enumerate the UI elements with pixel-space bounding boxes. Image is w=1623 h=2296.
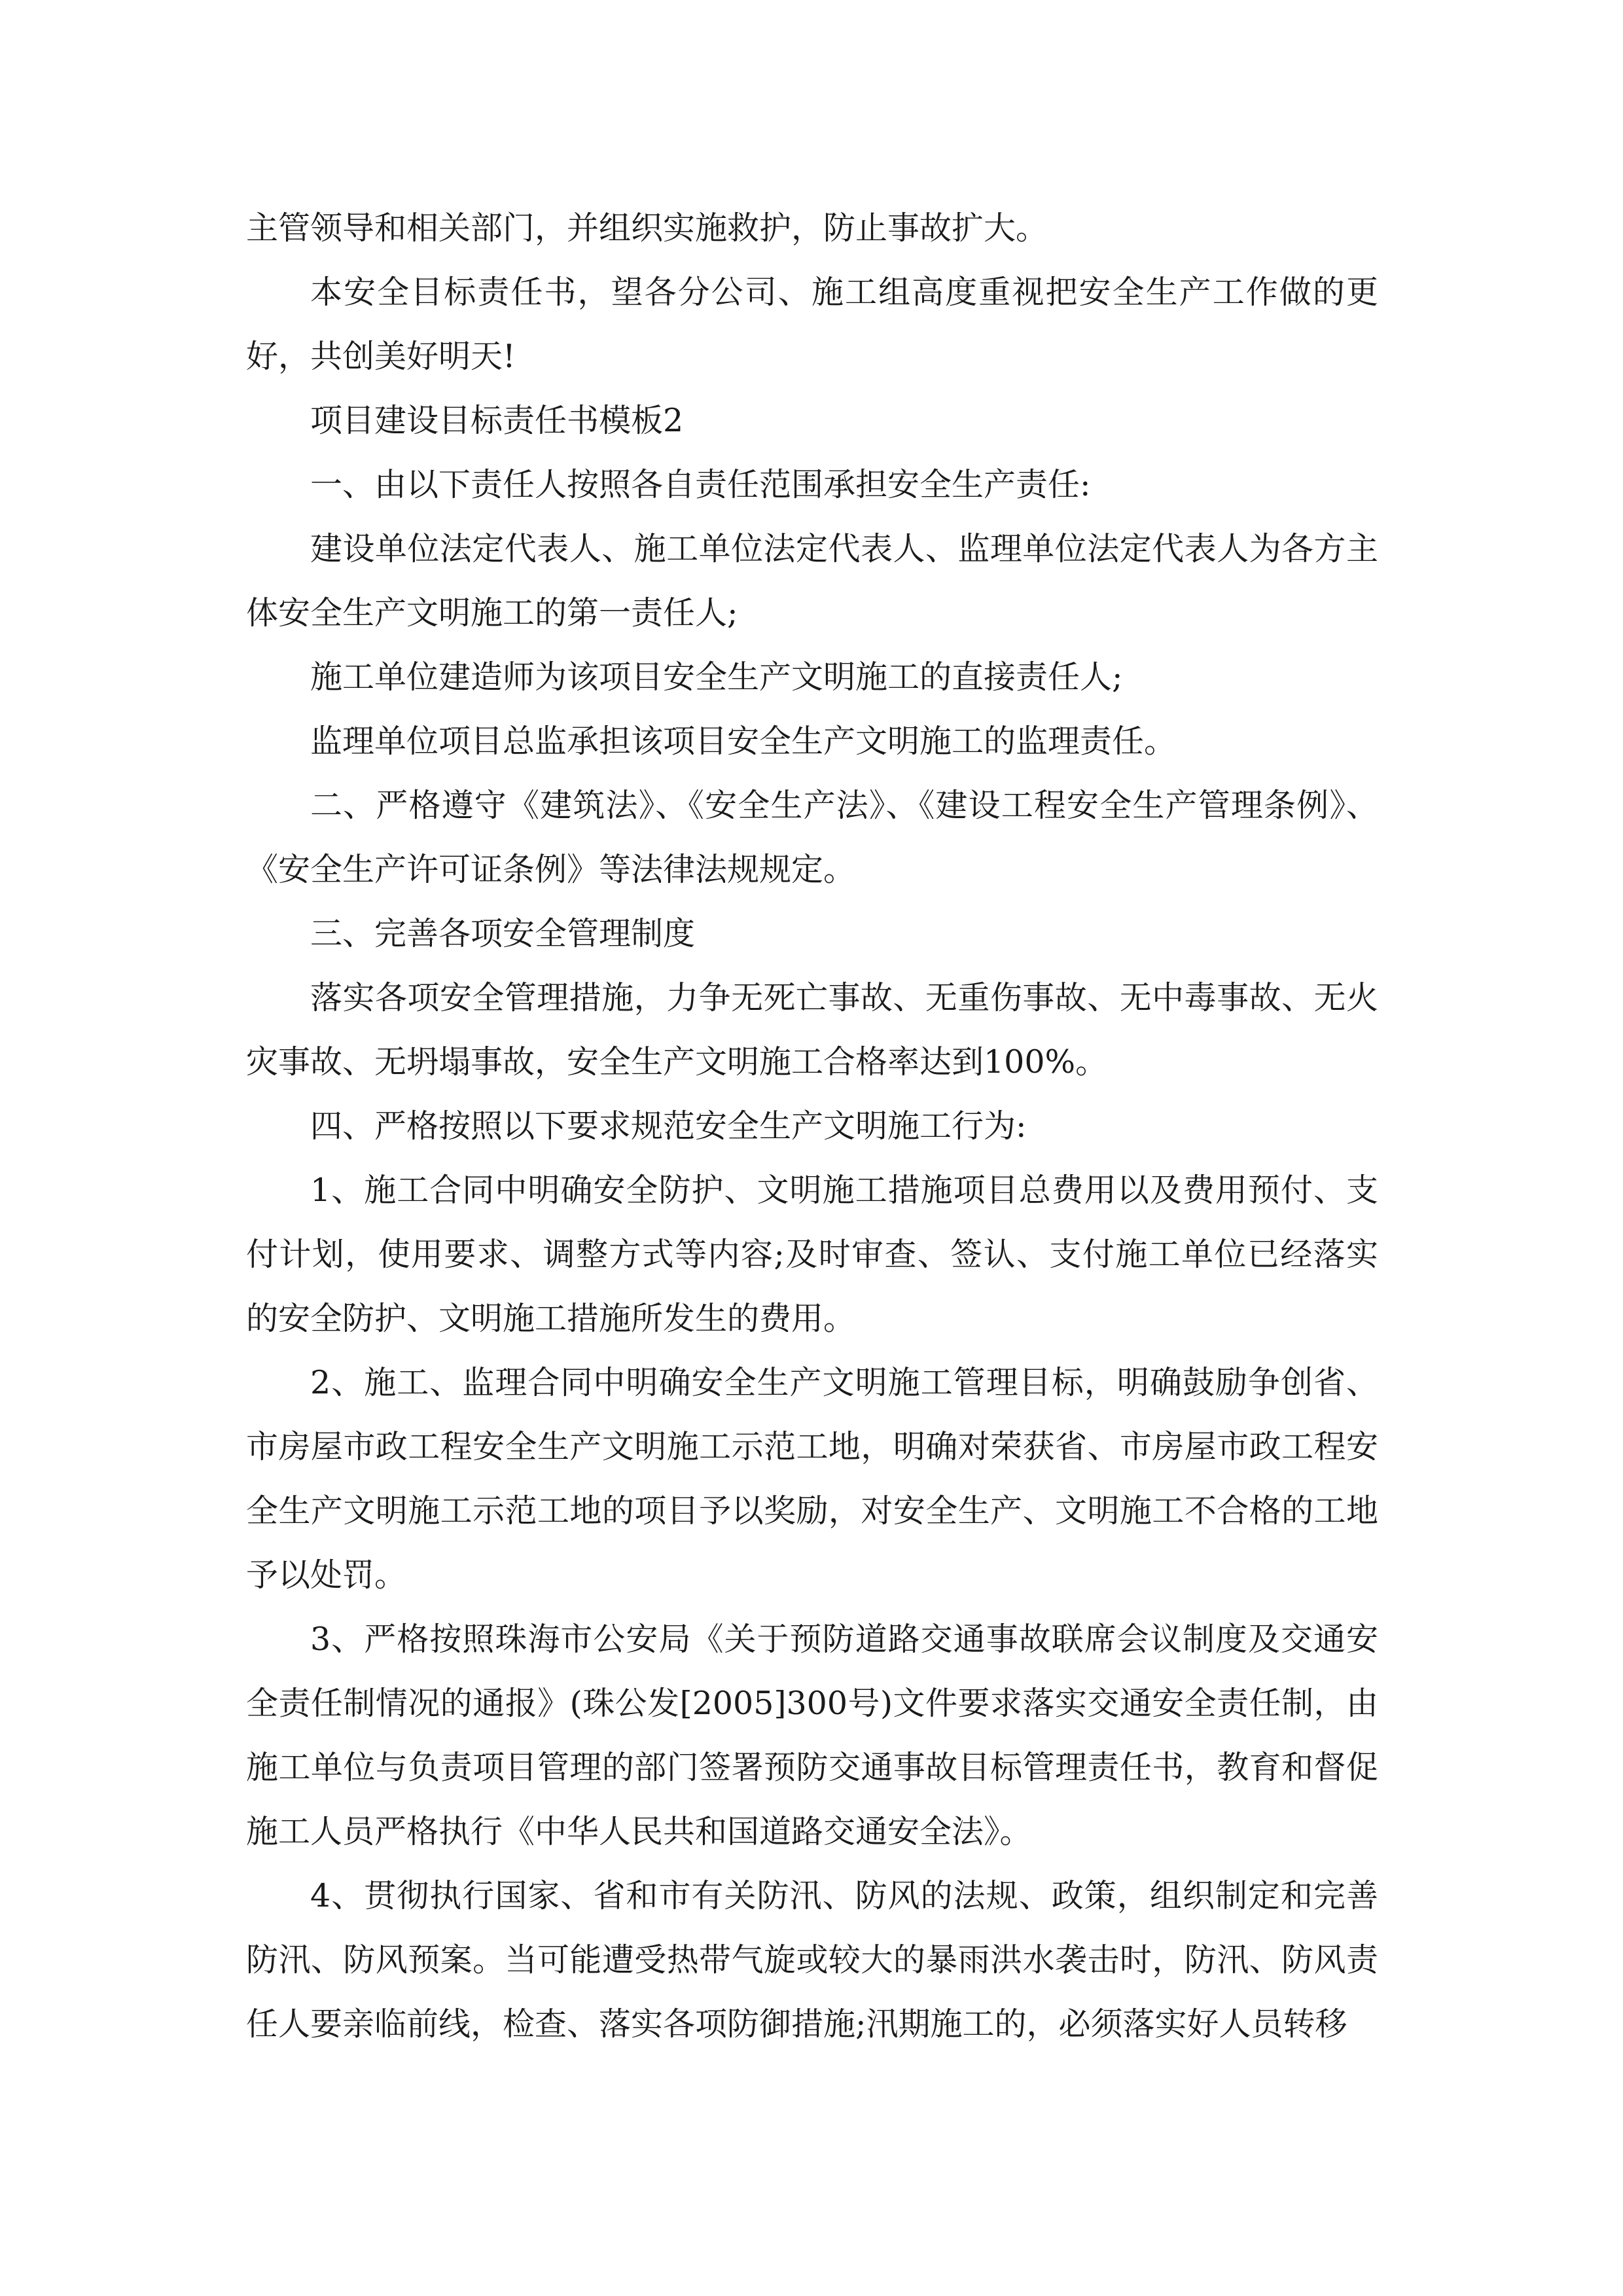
paragraph: 主管领导和相关部门，并组织实施救护，防止事故扩大。 xyxy=(246,209,1048,247)
paragraph: 三、完善各项安全管理制度 xyxy=(310,915,696,952)
section-title: 项目建设目标责任书模板2 xyxy=(310,402,684,439)
paragraph: 4、贯彻执行国家、省和市有关防汛、防风的法规、政策，组织制定和完善防汛、防风预案。当可能遭受热带气旋或较大的暴雨洪水袭击时，防汛、防风责任人要亲临前线，检查、落实各项防御措施;汛期施工的，必须落实好人员转移 xyxy=(246,1877,1378,2043)
paragraph: 二、严格遵守《建筑法》、《安全生产法》、《建设工程安全生产管理条例》、《安全生产许可证条例》等法律法规规定。 xyxy=(246,787,1378,888)
paragraph: 3、严格按照珠海市公安局《关于预防道路交通事故联席会议制度及交通安全责任制情况的通报》(珠公发[2005]300号)文件要求落实交通安全责任制，由施工单位与负责项目管理的部门签署预防交通事故目标管理责任书，教育和督促施工人员严格执行《中华人民共和国道路交通安全法》。 xyxy=(246,1621,1378,1850)
paragraph: 建设单位法定代表人、施工单位法定代表人、监理单位法定代表人为各方主体安全生产文明施工的第一责任人; xyxy=(246,530,1378,632)
paragraph: 落实各项安全管理措施，力争无死亡事故、无重伤事故、无中毒事故、无火灾事故、无坍塌事故，安全生产文明施工合格率达到100%。 xyxy=(246,979,1378,1081)
paragraph: 2、施工、监理合同中明确安全生产文明施工管理目标，明确鼓励争创省、市房屋市政工程安全生产文明施工示范工地，明确对荣获省、市房屋市政工程安全生产文明施工示范工地的项目予以奖励，对安全生产、文明施工不合格的工地予以处罚。 xyxy=(246,1364,1378,1594)
paragraph: 一、由以下责任人按照各自责任范围承担安全生产责任: xyxy=(310,466,1091,503)
document-body xyxy=(246,196,1378,2056)
paragraph: 施工单位建造师为该项目安全生产文明施工的直接责任人; xyxy=(310,658,1123,696)
paragraph: 本安全目标责任书，望各分公司、施工组高度重视把安全生产工作做的更好，共创美好明天! xyxy=(246,274,1378,375)
paragraph: 四、严格按照以下要求规范安全生产文明施工行为: xyxy=(310,1107,1027,1145)
paragraph: 监理单位项目总监承担该项目安全生产文明施工的监理责任。 xyxy=(310,723,1177,760)
paragraph: 1、施工合同中明确安全防护、文明施工措施项目总费用以及费用预付、支付计划，使用要求、调整方式等内容;及时审查、签认、支付施工单位已经落实的安全防护、文明施工措施所发生的费用。 xyxy=(246,1172,1378,1337)
